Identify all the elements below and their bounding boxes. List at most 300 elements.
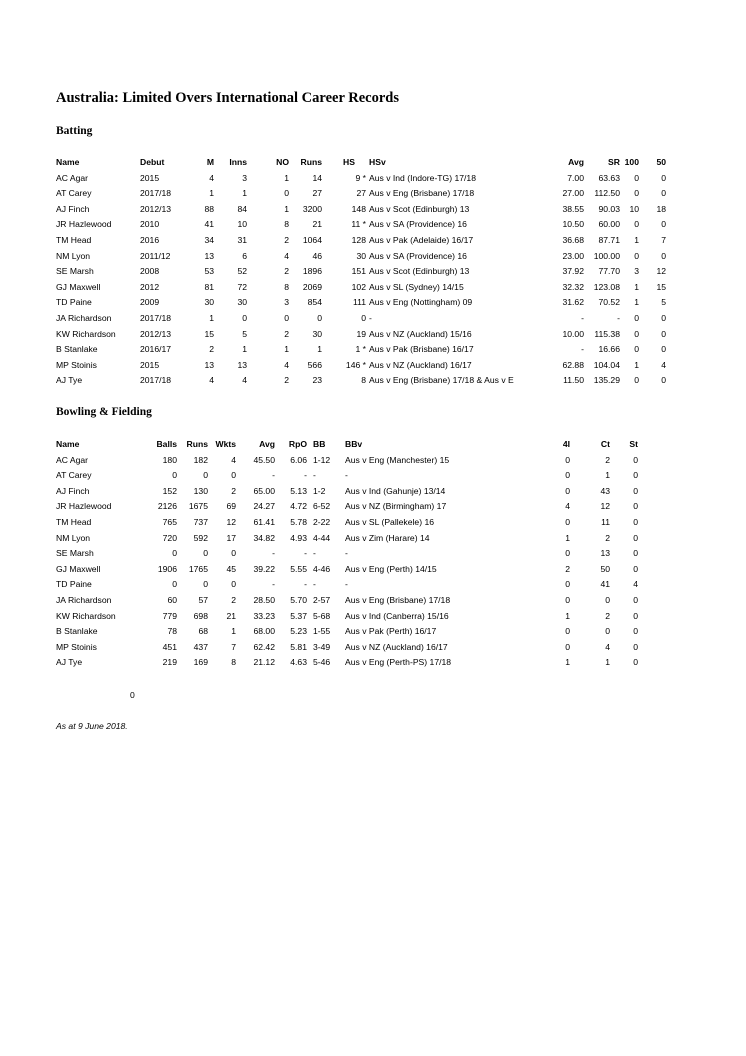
- batting-cell-h100: 0: [634, 344, 639, 355]
- bowling-cell-name: AC Agar: [56, 454, 89, 465]
- bowling-col-header-wkts: Wkts: [215, 439, 236, 449]
- bowling-cell-avg: 33.23: [253, 610, 275, 621]
- bowling-cell-fi: 0: [565, 594, 570, 605]
- bowling-cell-avg: -: [272, 579, 275, 590]
- bowling-cell-fi: 1: [565, 610, 570, 621]
- batting-cell-hs: 8: [361, 375, 366, 386]
- batting-cell-runs: 1896: [302, 266, 322, 277]
- bowling-cell-bb: 3-49: [313, 641, 331, 652]
- batting-cell-name: B Stanlake: [56, 344, 98, 355]
- bowling-cell-wkts: 8: [231, 657, 236, 668]
- bowling-cell-rpo: 5.13: [290, 485, 307, 496]
- bowling-cell-rpo: 4.63: [290, 657, 307, 668]
- batting-cell-runs: 1064: [302, 234, 322, 245]
- stray-zero-value: 0: [130, 690, 135, 700]
- bowling-cell-ct: 12: [600, 501, 610, 512]
- bowling-cell-bb: 1-12: [313, 454, 331, 465]
- bowling-cell-rpo: 5.55: [290, 563, 307, 574]
- batting-cell-no: 4: [284, 250, 289, 261]
- batting-cell-h50: 7: [661, 234, 666, 245]
- bowling-cell-wkts: 0: [231, 470, 236, 481]
- bowling-cell-fi: 0: [565, 470, 570, 481]
- batting-cell-avg: 10.50: [562, 219, 584, 230]
- bowling-cell-bb: 4-46: [313, 563, 331, 574]
- batting-cell-runs: 27: [312, 188, 322, 199]
- batting-cell-inns: 0: [242, 312, 247, 323]
- batting-cell-h50: 0: [661, 328, 666, 339]
- batting-cell-inns: 13: [237, 359, 247, 370]
- bowling-cell-avg: 65.00: [253, 485, 275, 496]
- batting-cell-h100: 1: [634, 234, 639, 245]
- batting-cell-debut: 2017/18: [140, 188, 172, 199]
- bowling-cell-runs: 0: [203, 548, 208, 559]
- batting-cell-m: 4: [209, 172, 214, 183]
- bowling-cell-runs: 0: [203, 470, 208, 481]
- batting-cell-hs: 30: [356, 250, 366, 261]
- batting-cell-name: SE Marsh: [56, 266, 94, 277]
- batting-cell-inns: 4: [242, 375, 247, 386]
- bowling-cell-wkts: 0: [231, 548, 236, 559]
- batting-cell-avg: 23.00: [562, 250, 584, 261]
- batting-cell-m: 81: [204, 281, 214, 292]
- batting-cell-h100: 0: [634, 312, 639, 323]
- batting-cell-no: 8: [284, 281, 289, 292]
- bowling-cell-ct: 0: [605, 594, 610, 605]
- bowling-cell-avg: 28.50: [253, 594, 275, 605]
- batting-col-header-name: Name: [56, 157, 80, 167]
- bowling-cell-name: JA Richardson: [56, 594, 112, 605]
- batting-cell-inns: 6: [242, 250, 247, 261]
- batting-cell-sr: -: [617, 312, 620, 323]
- batting-col-header-h50: 50: [656, 157, 666, 167]
- page-title: Australia: Limited Overs International Career Records: [56, 90, 399, 106]
- bowling-cell-fi: 2: [565, 563, 570, 574]
- bowling-cell-name: KW Richardson: [56, 610, 116, 621]
- bowling-cell-wkts: 69: [226, 501, 236, 512]
- bowling-cell-runs: 182: [193, 454, 208, 465]
- bowling-col-header-runs: Runs: [186, 439, 208, 449]
- batting-cell-avg: 38.55: [562, 203, 584, 214]
- batting-cell-sr: 112.50: [594, 188, 620, 199]
- batting-cell-h100: 1: [634, 297, 639, 308]
- bowling-cell-runs: 130: [193, 485, 208, 496]
- batting-cell-name: JR Hazlewood: [56, 219, 112, 230]
- batting-cell-m: 13: [204, 250, 214, 261]
- bowling-cell-bbv: Aus v Zim (Harare) 14: [345, 532, 430, 543]
- batting-cell-h50: 0: [661, 219, 666, 230]
- batting-cell-m: 2: [209, 344, 214, 355]
- batting-cell-no: 8: [284, 219, 289, 230]
- bowling-cell-bbv: Aus v Ind (Canberra) 15/16: [345, 610, 449, 621]
- bowling-cell-bbv: Aus v Pak (Perth) 16/17: [345, 626, 437, 637]
- batting-cell-hsv: Aus v Pak (Adelaide) 16/17: [369, 234, 474, 245]
- bowling-cell-balls: 779: [162, 610, 177, 621]
- bowling-cell-bbv: -: [345, 470, 348, 481]
- batting-cell-m: 4: [209, 375, 214, 386]
- bowling-cell-runs: 1675: [188, 501, 208, 512]
- batting-cell-name: JA Richardson: [56, 312, 112, 323]
- batting-cell-hs: 151: [351, 266, 366, 277]
- bowling-cell-avg: 21.12: [253, 657, 275, 668]
- bowling-cell-st: 0: [633, 610, 638, 621]
- bowling-cell-ct: 4: [605, 641, 610, 652]
- batting-cell-hsv: Aus v Pak (Brisbane) 16/17: [369, 344, 474, 355]
- batting-cell-hs: 148: [351, 203, 366, 214]
- bowling-cell-fi: 1: [565, 532, 570, 543]
- bowling-cell-bbv: Aus v Eng (Manchester) 15: [345, 454, 450, 465]
- batting-cell-debut: 2015: [140, 359, 160, 370]
- bowling-cell-bb: 5-68: [313, 610, 331, 621]
- bowling-cell-fi: 0: [565, 641, 570, 652]
- bowling-cell-st: 0: [633, 470, 638, 481]
- bowling-cell-rpo: 5.37: [290, 610, 307, 621]
- bowling-cell-rpo: -: [304, 470, 307, 481]
- batting-cell-hs: 111: [352, 297, 366, 308]
- bowling-cell-runs: 698: [193, 610, 208, 621]
- bowling-cell-bbv: Aus v NZ (Auckland) 16/17: [345, 641, 448, 652]
- batting-cell-debut: 2016: [140, 234, 160, 245]
- batting-cell-runs: 1: [317, 344, 322, 355]
- bowling-cell-balls: 451: [162, 641, 177, 652]
- batting-cell-h50: 12: [656, 266, 666, 277]
- batting-cell-hsv: Aus v Eng (Nottingham) 09: [369, 297, 473, 308]
- batting-cell-runs: 21: [312, 219, 322, 230]
- batting-cell-h100: 1: [634, 359, 639, 370]
- batting-cell-name: AC Agar: [56, 172, 89, 183]
- bowling-cell-balls: 1906: [157, 563, 177, 574]
- bowling-cell-st: 0: [633, 485, 638, 496]
- bowling-col-header-balls: Balls: [156, 439, 177, 449]
- bowling-cell-bb: 2-57: [313, 594, 331, 605]
- bowling-cell-bb: 1-55: [313, 626, 331, 637]
- batting-col-header-m: M: [206, 157, 214, 167]
- batting-cell-m: 15: [204, 328, 214, 339]
- batting-cell-inns: 52: [237, 266, 247, 277]
- bowling-cell-bb: 5-46: [313, 657, 331, 668]
- batting-cell-m: 1: [209, 188, 214, 199]
- bowling-cell-ct: 0: [605, 626, 610, 637]
- bowling-cell-ct: 11: [601, 516, 610, 527]
- batting-cell-name: NM Lyon: [56, 250, 91, 261]
- batting-cell-h50: 5: [661, 297, 666, 308]
- bowling-col-header-bbv: BBv: [345, 439, 363, 449]
- bowling-cell-name: AJ Tye: [56, 657, 83, 668]
- batting-cell-hs: 102: [351, 281, 366, 292]
- batting-cell-h50: 0: [661, 172, 666, 183]
- bowling-cell-runs: 0: [203, 579, 208, 590]
- bowling-cell-rpo: 6.06: [290, 454, 307, 465]
- bowling-cell-bb: 2-22: [313, 516, 331, 527]
- bowling-cell-bbv: Aus v Eng (Perth-PS) 17/18: [345, 657, 452, 668]
- batting-cell-hs: 27: [356, 188, 366, 199]
- bowling-cell-avg: -: [272, 548, 275, 559]
- batting-cell-debut: 2011/12: [140, 250, 171, 261]
- bowling-cell-name: MP Stoinis: [56, 641, 97, 652]
- batting-cell-h50: 0: [661, 188, 666, 199]
- bowling-cell-avg: 68.00: [253, 626, 275, 637]
- batting-cell-debut: 2012/13: [140, 328, 172, 339]
- bowling-col-header-fi: 4I: [562, 439, 570, 449]
- batting-cell-name: MP Stoinis: [56, 359, 97, 370]
- batting-cell-h50: 0: [661, 344, 666, 355]
- bowling-cell-bb: -: [313, 470, 316, 481]
- bowling-cell-ct: 13: [600, 548, 610, 559]
- batting-col-header-debut: Debut: [140, 157, 165, 167]
- bowling-cell-bbv: -: [345, 579, 348, 590]
- batting-cell-name: AJ Tye: [56, 375, 83, 386]
- bowling-cell-rpo: -: [304, 579, 307, 590]
- bowling-cell-ct: 2: [605, 532, 610, 543]
- batting-cell-hsv: Aus v Ind (Indore-TG) 17/18: [369, 172, 476, 183]
- batting-cell-no: 4: [284, 359, 289, 370]
- batting-col-header-runs: Runs: [300, 157, 322, 167]
- batting-cell-runs: 566: [307, 359, 322, 370]
- bowling-cell-bb: -: [313, 579, 316, 590]
- bowling-cell-avg: 39.22: [253, 563, 275, 574]
- batting-cell-hs: 0: [361, 312, 366, 323]
- batting-cell-hsv: Aus v NZ (Auckland) 16/17: [369, 359, 472, 370]
- bowling-cell-fi: 0: [565, 454, 570, 465]
- bowling-cell-st: 0: [633, 501, 638, 512]
- batting-cell-name: GJ Maxwell: [56, 281, 101, 292]
- bowling-cell-bb: 6-52: [313, 501, 331, 512]
- bowling-cell-name: AT Carey: [56, 470, 92, 481]
- bowling-col-header-rpo: RpO: [288, 439, 307, 449]
- bowling-cell-balls: 0: [172, 470, 177, 481]
- bowling-cell-st: 0: [633, 657, 638, 668]
- batting-cell-inns: 3: [242, 172, 247, 183]
- batting-cell-h50: 0: [661, 375, 666, 386]
- bowling-cell-ct: 43: [600, 485, 610, 496]
- batting-cell-h100: 0: [634, 219, 639, 230]
- batting-cell-debut: 2008: [140, 266, 160, 277]
- bowling-cell-rpo: 5.70: [290, 594, 307, 605]
- batting-cell-no: 1: [284, 344, 289, 355]
- bowling-cell-runs: 1765: [188, 563, 208, 574]
- bowling-cell-name: TD Paine: [56, 579, 92, 590]
- batting-cell-m: 34: [204, 234, 214, 245]
- batting-cell-h50: 4: [661, 359, 666, 370]
- bowling-cell-st: 0: [633, 626, 638, 637]
- batting-cell-sr: 123.08: [593, 281, 620, 292]
- bowling-cell-name: B Stanlake: [56, 626, 98, 637]
- bowling-cell-avg: -: [272, 470, 275, 481]
- bowling-cell-rpo: -: [304, 548, 307, 559]
- batting-cell-inns: 1: [242, 344, 247, 355]
- bowling-cell-st: 4: [633, 579, 638, 590]
- batting-cell-sr: 115.38: [594, 328, 620, 339]
- batting-cell-runs: 3200: [302, 203, 322, 214]
- batting-cell-hs: 146 *: [345, 359, 366, 370]
- batting-cell-sr: 135.29: [593, 375, 620, 386]
- batting-cell-runs: 46: [312, 250, 322, 261]
- bowling-cell-balls: 765: [162, 516, 177, 527]
- bowling-cell-bbv: Aus v Eng (Perth) 14/15: [345, 563, 437, 574]
- batting-cell-avg: 31.62: [562, 297, 584, 308]
- bowling-cell-balls: 720: [162, 532, 177, 543]
- bowling-col-header-avg: Avg: [259, 439, 275, 449]
- batting-cell-debut: 2016/17: [140, 344, 172, 355]
- batting-cell-h100: 10: [629, 203, 639, 214]
- batting-cell-sr: 77.70: [598, 266, 620, 277]
- bowling-cell-avg: 34.82: [253, 532, 275, 543]
- batting-cell-avg: 32.32: [562, 281, 584, 292]
- batting-cell-runs: 14: [312, 172, 322, 183]
- bowling-cell-balls: 60: [167, 594, 177, 605]
- bowling-cell-wkts: 45: [226, 563, 236, 574]
- bowling-cell-runs: 437: [193, 641, 208, 652]
- batting-cell-avg: -: [581, 312, 584, 323]
- batting-cell-no: 1: [284, 203, 289, 214]
- batting-cell-no: 0: [284, 312, 289, 323]
- batting-col-header-h100: 100: [624, 157, 639, 167]
- bowling-cell-rpo: 4.93: [290, 532, 307, 543]
- batting-cell-hsv: Aus v Eng (Brisbane) 17/18 & Aus v E: [369, 375, 514, 386]
- batting-cell-runs: 23: [312, 375, 322, 386]
- bowling-cell-ct: 2: [605, 454, 610, 465]
- bowling-cell-wkts: 1: [231, 626, 236, 637]
- bowling-cell-wkts: 2: [231, 485, 236, 496]
- batting-col-header-no: NO: [276, 157, 289, 167]
- bowling-cell-avg: 61.41: [253, 516, 275, 527]
- batting-cell-name: TM Head: [56, 234, 92, 245]
- batting-cell-no: 1: [284, 172, 289, 183]
- batting-cell-h100: 0: [634, 172, 639, 183]
- batting-cell-hs: 128: [351, 234, 366, 245]
- bowling-cell-st: 0: [633, 548, 638, 559]
- batting-cell-name: KW Richardson: [56, 328, 116, 339]
- bowling-cell-bbv: -: [345, 548, 348, 559]
- batting-cell-inns: 30: [237, 297, 247, 308]
- batting-cell-no: 3: [284, 297, 289, 308]
- bowling-cell-name: GJ Maxwell: [56, 563, 101, 574]
- batting-cell-sr: 90.03: [598, 203, 620, 214]
- bowling-cell-wkts: 17: [226, 532, 236, 543]
- batting-cell-m: 41: [204, 219, 214, 230]
- bowling-cell-st: 0: [633, 532, 638, 543]
- batting-cell-h50: 18: [656, 203, 666, 214]
- batting-cell-avg: 10.00: [562, 328, 584, 339]
- bowling-cell-name: AJ Finch: [56, 485, 90, 496]
- batting-cell-debut: 2009: [140, 297, 160, 308]
- batting-cell-avg: 37.92: [562, 266, 584, 277]
- batting-cell-no: 2: [284, 328, 289, 339]
- bowling-cell-fi: 0: [565, 548, 570, 559]
- bowling-cell-bb: 4-44: [313, 532, 331, 543]
- bowling-cell-fi: 4: [565, 501, 570, 512]
- bowling-cell-ct: 1: [605, 657, 610, 668]
- bowling-cell-rpo: 5.78: [290, 516, 307, 527]
- batting-cell-avg: -: [581, 344, 584, 355]
- batting-cell-debut: 2015: [140, 172, 160, 183]
- bowling-cell-st: 0: [633, 563, 638, 574]
- batting-cell-hs: 19: [356, 328, 366, 339]
- batting-cell-m: 13: [204, 359, 214, 370]
- bowling-cell-st: 0: [633, 454, 638, 465]
- batting-cell-hsv: Aus v Scot (Edinburgh) 13: [369, 266, 470, 277]
- bowling-cell-rpo: 5.23: [290, 626, 307, 637]
- batting-cell-hs: 1 *: [355, 344, 366, 355]
- bowling-cell-balls: 2126: [157, 501, 177, 512]
- batting-cell-runs: 854: [307, 297, 322, 308]
- batting-cell-no: 2: [284, 375, 289, 386]
- batting-cell-runs: 0: [317, 312, 322, 323]
- batting-cell-hs: 9 *: [355, 172, 366, 183]
- bowling-cell-rpo: 4.72: [290, 501, 307, 512]
- bowling-cell-name: TM Head: [56, 516, 92, 527]
- batting-cell-m: 30: [204, 297, 214, 308]
- batting-cell-debut: 2017/18: [140, 312, 172, 323]
- batting-cell-debut: 2017/18: [140, 375, 172, 386]
- bowling-cell-wkts: 0: [231, 579, 236, 590]
- batting-cell-no: 2: [284, 266, 289, 277]
- bowling-cell-balls: 78: [167, 626, 177, 637]
- bowling-cell-bbv: Aus v Eng (Brisbane) 17/18: [345, 594, 451, 605]
- bowling-cell-st: 0: [633, 641, 638, 652]
- bowling-cell-wkts: 7: [231, 641, 236, 652]
- bowling-cell-wkts: 12: [226, 516, 236, 527]
- bowling-cell-name: JR Hazlewood: [56, 501, 112, 512]
- bowling-cell-name: NM Lyon: [56, 532, 91, 543]
- batting-col-header-hs: HS: [343, 157, 355, 167]
- bowling-cell-balls: 180: [162, 454, 177, 465]
- batting-cell-h50: 0: [661, 250, 666, 261]
- bowling-cell-runs: 57: [198, 594, 208, 605]
- batting-col-header-sr: SR: [608, 157, 620, 167]
- batting-cell-m: 53: [204, 266, 214, 277]
- batting-cell-h100: 0: [634, 375, 639, 386]
- bowling-cell-wkts: 2: [231, 594, 236, 605]
- batting-cell-no: 2: [284, 234, 289, 245]
- bowling-cell-avg: 24.27: [253, 501, 275, 512]
- batting-col-header-avg: Avg: [568, 157, 584, 167]
- bowling-col-header-bb: BB: [313, 439, 326, 449]
- bowling-cell-fi: 1: [565, 657, 570, 668]
- batting-cell-runs: 2069: [302, 281, 322, 292]
- as-at-note: As at 9 June 2018.: [56, 721, 128, 731]
- bowling-cell-ct: 2: [605, 610, 610, 621]
- bowling-cell-runs: 737: [193, 516, 208, 527]
- batting-cell-hsv: Aus v SA (Providence) 16: [369, 250, 467, 261]
- batting-col-header-hsv: HSv: [369, 157, 386, 167]
- bowling-cell-st: 0: [633, 594, 638, 605]
- batting-cell-sr: 104.04: [593, 359, 620, 370]
- bowling-col-header-ct: Ct: [600, 439, 610, 449]
- bowling-cell-bb: 1-2: [313, 485, 326, 496]
- batting-cell-sr: 100.00: [593, 250, 620, 261]
- bowling-cell-bbv: Aus v Ind (Gahunje) 13/14: [345, 485, 446, 496]
- bowling-cell-fi: 0: [565, 516, 570, 527]
- batting-cell-h100: 0: [634, 188, 639, 199]
- bowling-col-header-name: Name: [56, 439, 80, 449]
- bowling-cell-runs: 68: [198, 626, 208, 637]
- batting-cell-hsv: Aus v Scot (Edinburgh) 13: [369, 203, 470, 214]
- batting-cell-h100: 0: [634, 250, 639, 261]
- batting-cell-sr: 70.52: [598, 297, 620, 308]
- batting-cell-sr: 60.00: [598, 219, 620, 230]
- batting-cell-h100: 3: [634, 266, 639, 277]
- bowling-cell-ct: 1: [605, 470, 610, 481]
- bowling-cell-ct: 41: [600, 579, 610, 590]
- bowling-cell-fi: 0: [565, 485, 570, 496]
- bowling-cell-rpo: 5.81: [290, 641, 307, 652]
- batting-cell-sr: 16.66: [598, 344, 620, 355]
- bowling-col-header-st: St: [629, 439, 638, 449]
- batting-cell-h100: 0: [634, 328, 639, 339]
- batting-cell-runs: 30: [312, 328, 322, 339]
- bowling-cell-fi: 0: [565, 579, 570, 590]
- batting-cell-avg: 62.88: [562, 359, 584, 370]
